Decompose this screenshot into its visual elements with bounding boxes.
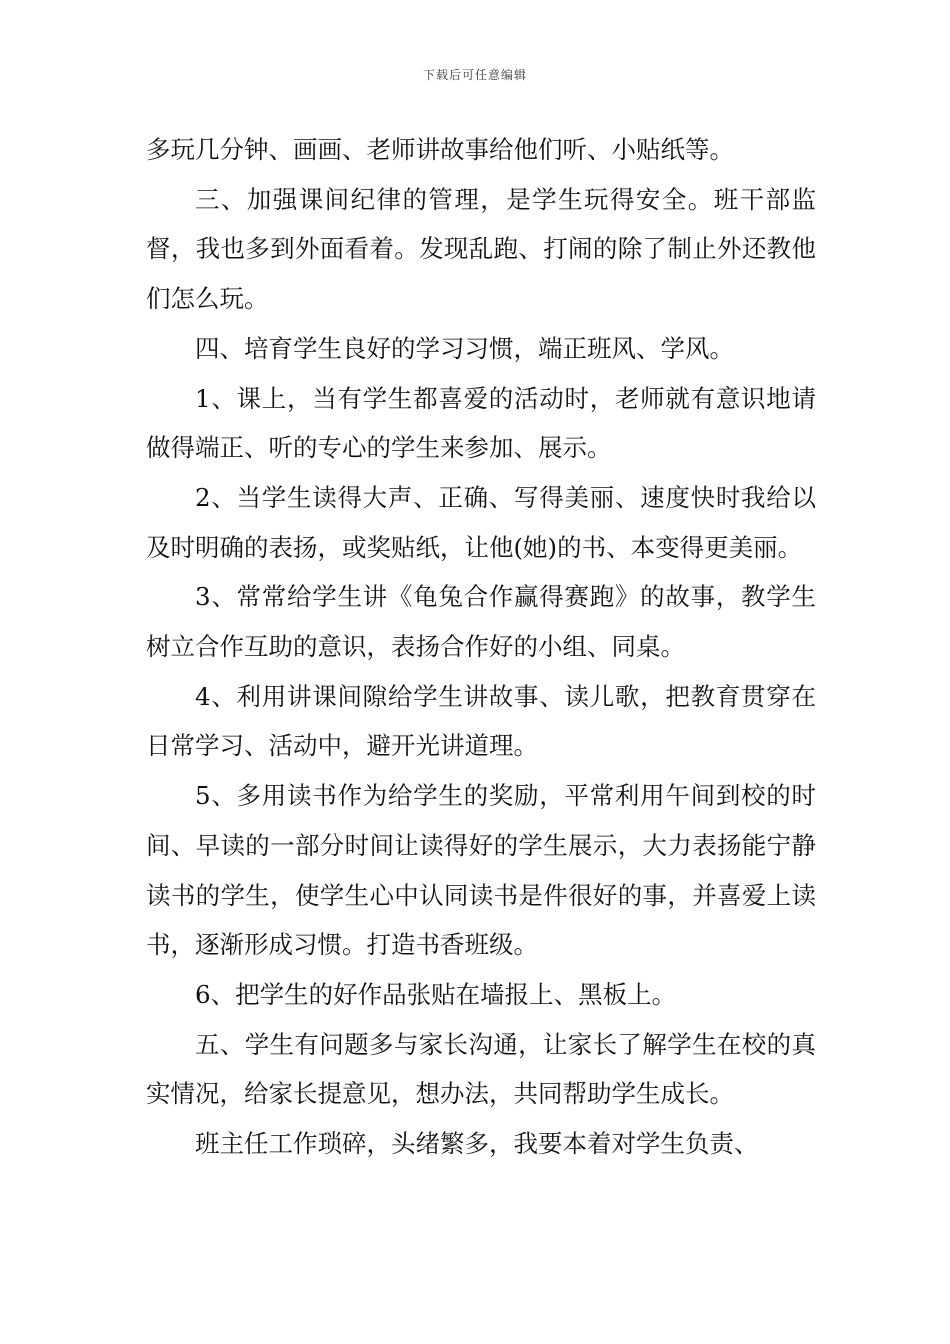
paragraph: 五、学生有问题多与家长沟通，让家长了解学生在校的真实情况，给家长提意见，想办法，共同帮助学生成长。 xyxy=(146,1029,816,1109)
paragraph: 6、把学生的好作品张贴在墙报上、黑板上。 xyxy=(195,979,677,1009)
paragraph: 多玩几分钟、画画、老师讲故事给他们听、小贴纸等。 xyxy=(146,135,734,164)
paragraph: 2、当学生读得大声、正确、写得美丽、速度快时我给以及时明确的表扬，或奖贴纸，让他(她)的书、本变得更美丽。 xyxy=(146,482,816,562)
page-header: 下载后可任意编辑 xyxy=(422,68,527,82)
paragraph: 3、常常给学生讲《龟兔合作赢得赛跑》的故事，教学生树立合作互助的意识，表扬合作好的小组、同桌。 xyxy=(146,582,816,662)
paragraph: 1、课上，当有学生都喜爱的活动时，老师就有意识地请做得端正、听的专心的学生来参加、展示。 xyxy=(146,383,816,463)
paragraph: 四、培育学生良好的学习习惯，端正班风、学风。 xyxy=(195,333,734,363)
document-body xyxy=(146,125,816,1169)
paragraph: 4、利用讲课间隙给学生讲故事、读儿歌，把教育贯穿在日常学习、活动中，避开光讲道理。 xyxy=(146,681,816,761)
paragraph: 三、加强课间纪律的管理，是学生玩得安全。班干部监督，我也多到外面看着。发现乱跑、打闹的除了制止外还教他们怎么玩。 xyxy=(146,184,816,314)
paragraph: 5、多用读书作为给学生的奖励，平常利用午间到校的时间、早读的一部分时间让读得好的学生展示，大力表扬能宁静读书的学生，使学生心中认同读书是件很好的事，并喜爱上读书，逐渐形成习惯。打造书香班级。 xyxy=(146,781,816,960)
paragraph: 班主任工作琐碎，头绪繁多，我要本着对学生负责、 xyxy=(195,1129,759,1159)
